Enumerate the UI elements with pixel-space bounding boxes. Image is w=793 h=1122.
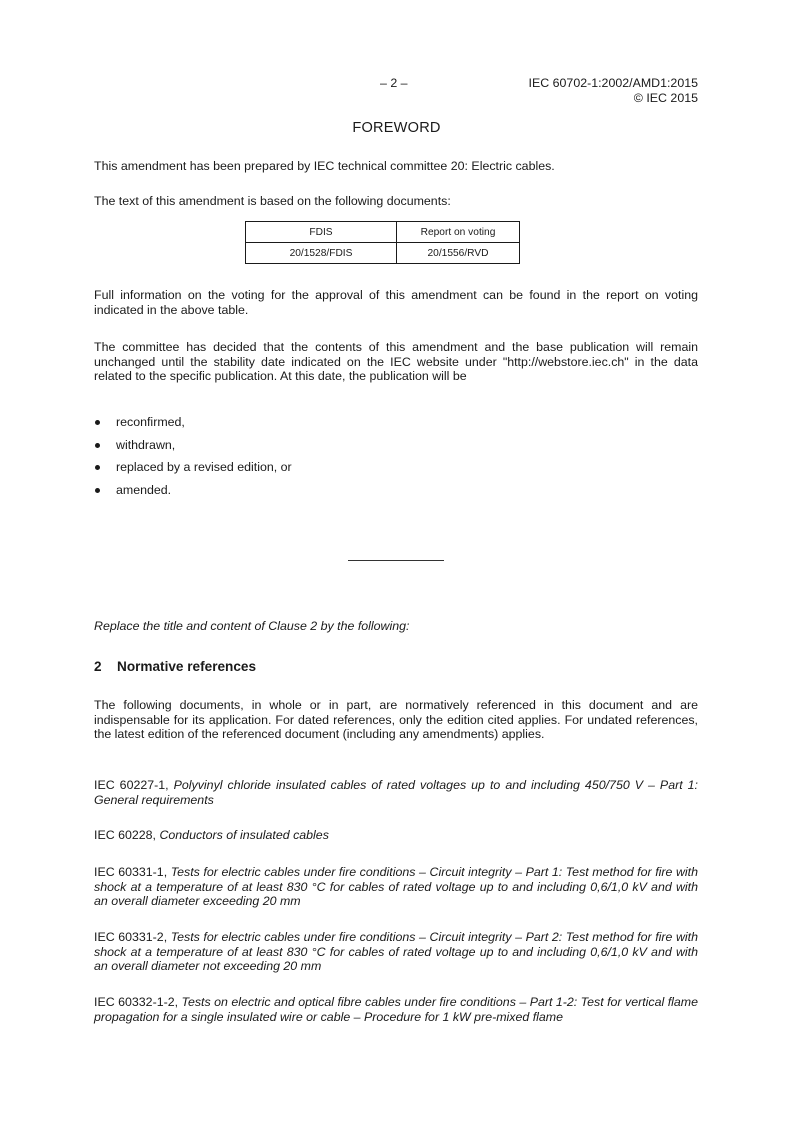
stability-paragraph: The committee has decided that the contents of this amendment and the base publication will remain unchanged until the stability date indicated on the IEC website under "http://webstore.iec.ch" in the data related to the specific publication. At this date, the publication will be	[94, 340, 698, 384]
bullet-icon	[95, 488, 100, 493]
reference-title: Tests for electric cables under fire conditions – Circuit integrity – Part 1: Test method for fire with shock at a temperature of at least 830 °C for cables of rated voltage up to and including 0,6/1,0 kV and with an overall diameter exceeding 20 mm	[94, 865, 699, 909]
table-cell-rvd: 20/1556/RVD	[397, 243, 520, 264]
bullet-icon	[95, 443, 100, 448]
based-on-paragraph: The text of this amendment is based on the following documents:	[94, 194, 451, 208]
table-row	[246, 243, 520, 264]
list-item-text: reconfirmed,	[116, 415, 185, 429]
list-item	[94, 414, 292, 437]
reference-id: IEC 60227-1,	[94, 778, 169, 792]
voting-documents-table	[245, 221, 520, 264]
reference-title: Polyvinyl chloride insulated cables of rated voltages up to and including 450/750 V – Part 1: General requirements	[94, 778, 699, 807]
reference-id: IEC 60331-1,	[94, 865, 168, 879]
table-cell-fdis: 20/1528/FDIS	[246, 243, 397, 264]
clause-heading	[94, 659, 256, 674]
list-item-text: withdrawn,	[116, 437, 176, 452]
clause-title: Normative references	[117, 659, 257, 674]
list-item-text: replaced by a revised edition, or	[116, 460, 292, 474]
reference-iec-60332-1-2	[94, 995, 698, 1024]
prepared-by-paragraph: This amendment has been prepared by IEC technical committee 20: Electric cables.	[94, 159, 555, 173]
reference-iec-60331-1	[94, 865, 698, 909]
table-header-report: Report on voting	[397, 222, 520, 243]
reference-title: Tests for electric cables under fire conditions – Circuit integrity – Part 2: Test method for fire with shock at a temperature of at least 830 °C for cables of rated voltage up to and including 0,6/1,0 kV and with an overall diameter not exceeding 20 mm	[94, 930, 699, 974]
amendment-instruction: Replace the title and content of Clause 2 by the following:	[94, 619, 410, 633]
page-number: – 2 –	[380, 76, 408, 90]
bullet-icon	[95, 465, 100, 470]
reference-title: Tests on electric and optical fibre cables under fire conditions – Part 1-2: Test for vertical flame propagation for a single insulated wire or cable – Procedure for 1 kW pre-mixed flame	[94, 995, 698, 1024]
list-item	[94, 482, 292, 505]
foreword-title: FOREWORD	[352, 120, 441, 136]
list-item	[94, 437, 292, 460]
document-id: IEC 60702-1:2002/AMD1:2015	[528, 76, 698, 90]
reference-iec-60331-2	[94, 930, 698, 974]
document-header	[529, 76, 698, 105]
clause-number: 2	[94, 659, 102, 674]
reference-id: IEC 60332-1-2,	[94, 995, 179, 1009]
normative-intro-paragraph: The following documents, in whole or in part, are normatively referenced in this document and are indispensable for its application. For dated references, only the edition cited applies. For undated references, the latest edition of the referenced document (including any amendments) applies.	[94, 698, 698, 742]
reference-iec-60228	[94, 828, 698, 843]
bullet-icon	[95, 420, 100, 425]
full-info-paragraph: Full information on the voting for the approval of this amendment can be found in the report on voting indicated in the above table.	[94, 288, 698, 317]
reference-title: Conductors of insulated cables	[159, 828, 329, 842]
reference-id: IEC 60331-2,	[94, 930, 168, 944]
section-separator	[348, 560, 444, 561]
reference-iec-60227-1	[94, 778, 698, 807]
list-item-text: amended.	[116, 482, 172, 497]
table-header-row	[246, 222, 520, 243]
reference-id: IEC 60228,	[94, 828, 156, 842]
list-item	[94, 459, 292, 482]
copyright: © IEC 2015	[633, 90, 698, 105]
table-header-fdis: FDIS	[246, 222, 397, 243]
publication-options-list	[94, 414, 292, 504]
